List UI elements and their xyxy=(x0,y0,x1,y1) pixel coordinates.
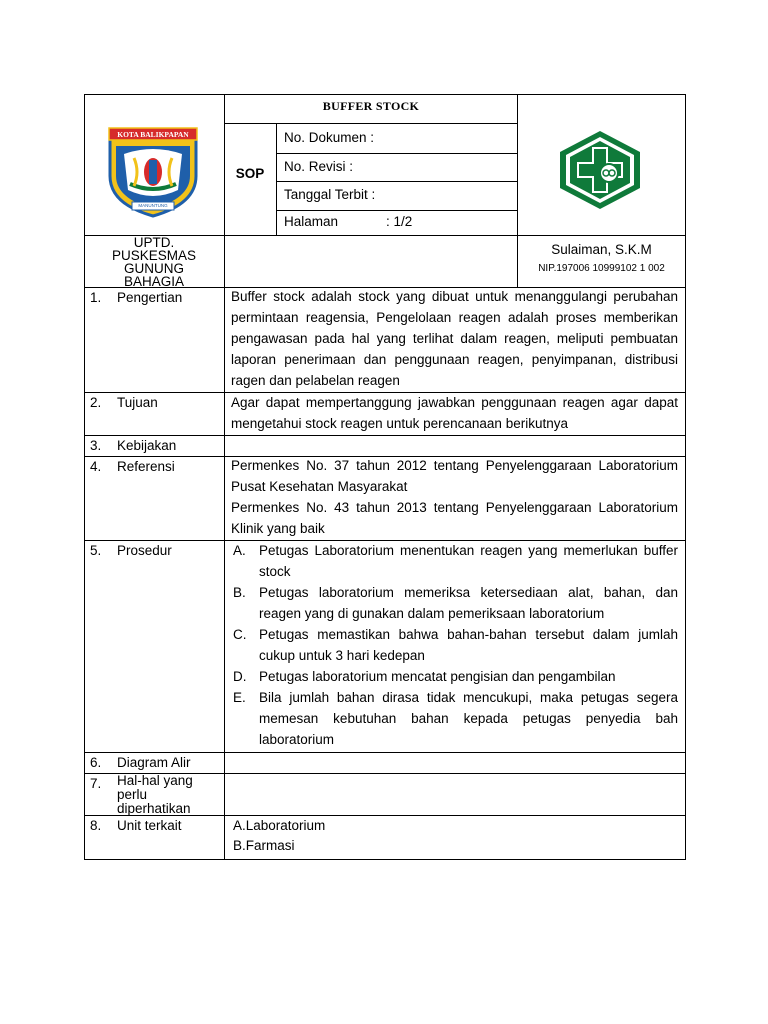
procedure-step-letter: E. xyxy=(233,690,246,705)
unit-item: B.Farmasi xyxy=(233,838,295,853)
field-halaman: Halaman xyxy=(284,214,339,229)
header-line xyxy=(276,153,518,154)
org-line: PUSKESMAS xyxy=(111,248,197,263)
header-line xyxy=(224,123,518,124)
header-line xyxy=(276,181,518,182)
table-border-left xyxy=(84,94,85,860)
field-tanggal-terbit: Tanggal Terbit : xyxy=(284,187,376,202)
procedure-step-text: Petugas laboratorium memeriksa ketersediaan alat, bahan, dan reagen yang di gunakan dalam pemeriksaan laboratorium xyxy=(259,585,678,621)
logo-text-top: KOTA BALIKPAPAN xyxy=(117,130,189,139)
section-label-hal-hal: Hal-hal yang perlu diperhatikan xyxy=(117,773,193,816)
field-no-revisi: No. Revisi : xyxy=(284,159,354,174)
procedure-step-text: Petugas Laboratorium menentukan reagen yang memerlukan buffer stock xyxy=(259,543,678,579)
section-number: 8. xyxy=(90,818,102,833)
section-label-unit-terkait: Unit terkait xyxy=(117,818,182,833)
section-label-kebijakan: Kebijakan xyxy=(117,438,177,453)
table-border-bottom xyxy=(84,859,686,860)
document-title: BUFFER STOCK xyxy=(322,99,420,113)
procedure-step-text: Petugas laboratorium mencatat pengisian dan pengambilan xyxy=(259,669,616,684)
section-number: 5. xyxy=(90,543,102,558)
field-halaman-value: : 1/2 xyxy=(386,214,413,229)
section-number: 3. xyxy=(90,438,102,453)
table-border-top xyxy=(84,94,686,95)
procedure-step-letter: B. xyxy=(233,585,246,600)
procedure-step-letter: C. xyxy=(233,627,247,642)
section-label-diagram-alir: Diagram Alir xyxy=(117,755,191,770)
org-line: UPTD. xyxy=(133,235,175,250)
city-emblem-logo xyxy=(104,124,202,219)
column-divider xyxy=(224,94,225,860)
section-number: 4. xyxy=(90,459,102,474)
procedure-step-text: Petugas memastikan bahwa bahan-bahan tersebut dalam jumlah cukup untuk 3 hari kedepan xyxy=(259,627,678,663)
section-label-referensi: Referensi xyxy=(117,459,175,474)
puskesmas-logo xyxy=(557,129,643,211)
procedure-step-text: Bila jumlah bahan dirasa tidak mencukupi, maka petugas segera memesan kebutuhan bahan kepada petugas penyedia bah laboratorium xyxy=(259,690,678,747)
sop-label: SOP xyxy=(235,166,265,181)
org-line: BAHAGIA xyxy=(123,274,185,289)
section-number: 2. xyxy=(90,395,102,410)
section-label-prosedur: Prosedur xyxy=(117,543,172,558)
signatory-name: Sulaiman, S.K.M xyxy=(551,242,652,257)
reference-item: Permenkes No. 43 tahun 2013 tentang Penyelenggaraan Laboratorium Klinik yang baik xyxy=(231,500,678,536)
procedure-step-letter: D. xyxy=(233,669,247,684)
section-text-pengertian: Buffer stock adalah stock yang dibuat untuk menanggulangi perubahan permintaan reagensia, Pengelolaan reagen adalah proses memberikan pengawasan pada hal yang terlihat dalam reagen, meliputi pembuatan laporan penerimaan dan penggunaan reagen, penyimpanan, distribusi ragen dan pelabelan reagen xyxy=(231,289,678,388)
unit-item: A.Laboratorium xyxy=(233,818,326,833)
procedure-step-letter: A. xyxy=(233,543,246,558)
organisation-name xyxy=(84,236,224,288)
logo-text-bottom: MANUNTUNG xyxy=(138,203,168,208)
section-number: 6. xyxy=(90,755,102,770)
org-line: GUNUNG xyxy=(124,261,184,276)
table-border-right xyxy=(685,94,686,860)
section-number: 1. xyxy=(90,290,102,305)
reference-item: Permenkes No. 37 tahun 2012 tentang Penyelenggaraan Laboratorium Pusat Kesehatan Masyarakat xyxy=(231,458,678,494)
section-text-tujuan: Agar dapat mempertanggung jawabkan penggunaan reagen agar dapat mengetahui stock reagen untuk perencanaan berikutnya xyxy=(231,395,678,431)
section-number: 7. xyxy=(90,776,102,791)
section-label-pengertian: Pengertian xyxy=(117,290,183,305)
header-divider-sop xyxy=(276,123,277,235)
section-label-tujuan: Tujuan xyxy=(117,395,158,410)
signatory-nip: NIP.197006 10999102 1 002 xyxy=(538,263,665,274)
field-no-dokumen: No. Dokumen : xyxy=(284,130,375,145)
